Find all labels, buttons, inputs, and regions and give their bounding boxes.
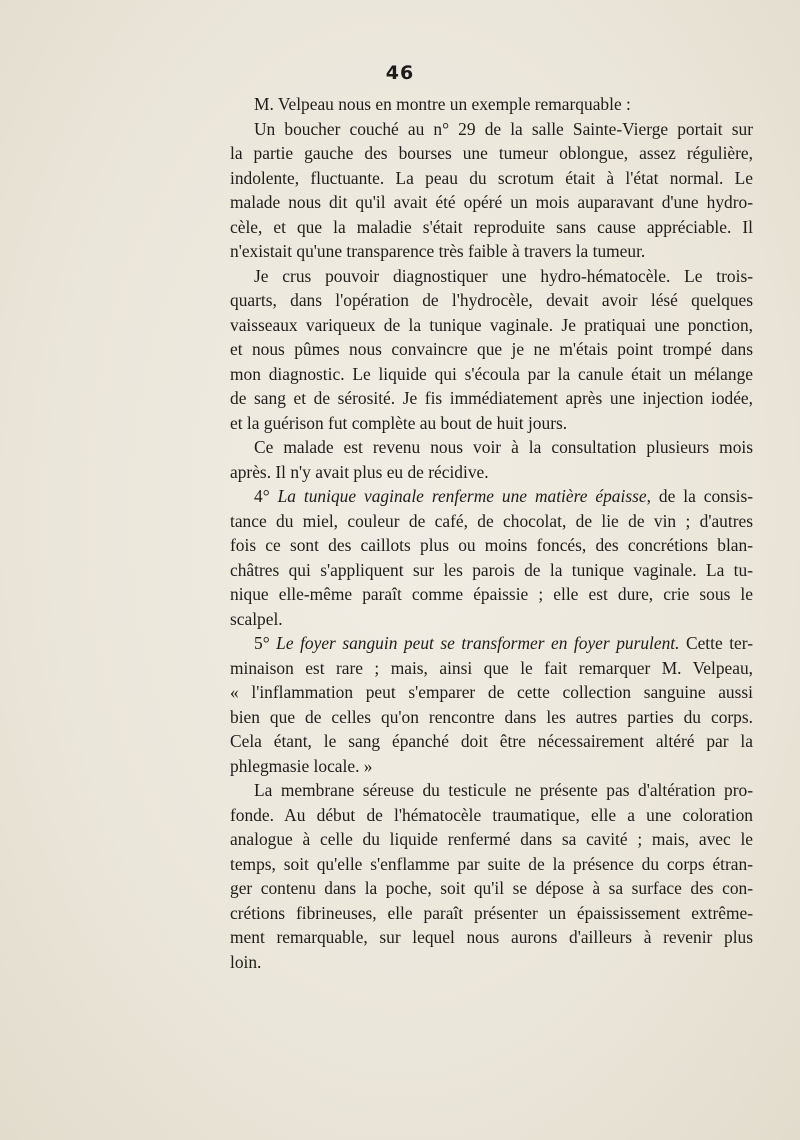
text-line xyxy=(230,901,753,926)
text-line xyxy=(230,950,753,975)
italic-text: Le foyer sanguin peut se transformer en foyer purulent. xyxy=(276,633,680,653)
line-text: crétions fibrineuses, elle paraît présenter un épaississement extrême- xyxy=(230,902,753,923)
text-line xyxy=(230,680,753,705)
line-text: Je crus pouvoir diagnostiquer une hydro-hématocèle. Le trois- xyxy=(254,265,753,286)
text-line xyxy=(230,362,753,387)
text-line xyxy=(230,729,753,754)
text-line xyxy=(230,215,753,240)
line-text: après. Il n'y avait plus eu de récidive. xyxy=(230,461,489,482)
line-text: châtres qui s'appliquent sur les parois de la tunique vaginale. La tu- xyxy=(230,559,753,580)
line-text: fonde. Au début de l'hématocèle traumatique, elle a une coloration xyxy=(230,804,753,825)
line-text: , de la consis- xyxy=(646,486,754,506)
text-line xyxy=(230,827,753,852)
line-text: minaison est rare ; mais, ainsi que le fait remarquer M. Velpeau, xyxy=(230,657,753,678)
text-line xyxy=(230,411,753,436)
line-text: Un boucher couché au n° 29 de la salle Sainte-Vierge portait sur xyxy=(254,118,753,139)
line-text: M. Velpeau nous en montre un exemple remarquable : xyxy=(254,94,631,114)
text-line xyxy=(230,803,753,828)
line-text: mon diagnostic. Le liquide qui s'écoula par la canule était un mélange xyxy=(230,363,753,384)
line-text: « l'inflammation peut s'emparer de cette collection sanguine aussi xyxy=(230,682,753,702)
body-text xyxy=(230,92,753,974)
line-text: ment remarquable, sur lequel nous aurons d'ailleurs à revenir plus xyxy=(230,927,753,947)
line-text: la partie gauche des bourses une tumeur oblongue, assez régulière, xyxy=(230,143,753,163)
line-text: tance du miel, couleur de café, de chocolat, de lie de vin ; d'autres xyxy=(230,510,753,531)
text-line xyxy=(230,876,753,901)
text-line xyxy=(230,925,753,950)
text-line xyxy=(230,509,753,534)
italic-text: La tunique vaginale renferme une matière épaisse xyxy=(277,486,647,506)
line-text: scalpel. xyxy=(230,608,283,629)
line-text: analogue à celle du liquide renfermé dans sa cavité ; mais, avec le xyxy=(230,829,753,849)
line-text: La membrane séreuse du testicule ne présente pas d'altération pro- xyxy=(254,780,753,800)
text-line xyxy=(230,460,753,485)
text-line xyxy=(230,607,753,632)
text-line xyxy=(230,533,753,558)
text-line xyxy=(230,656,753,681)
text-line xyxy=(230,141,753,166)
text-line xyxy=(230,313,753,338)
text-line xyxy=(230,705,753,730)
line-text: nique elle-même paraît comme épaissie ; elle est dure, crie sous le xyxy=(230,584,753,604)
text-line xyxy=(230,166,753,191)
line-text: de sang et de sérosité. Je fis immédiatement après une injection iodée, xyxy=(230,388,753,408)
line-text: malade nous dit qu'il avait été opéré un mois auparavant d'une hydro- xyxy=(230,192,753,212)
line-text: indolente, fluctuante. La peau du scrotum était à l'état normal. Le xyxy=(230,167,753,188)
text-line xyxy=(230,558,753,583)
text-line xyxy=(230,264,753,289)
line-text: n'existait qu'une transparence très faible à travers la tumeur. xyxy=(230,241,646,261)
text-line xyxy=(230,337,753,362)
text-line xyxy=(230,92,753,117)
line-text: Cela étant, le sang épanché doit être nécessairement altéré par la xyxy=(230,731,753,751)
line-text: Cette ter- xyxy=(679,633,753,653)
text-line xyxy=(230,582,753,607)
text-line xyxy=(230,631,753,656)
line-text: fois ce sont des caillots plus ou moins foncés, des concrétions blan- xyxy=(230,535,753,555)
text-line xyxy=(230,117,753,142)
line-text: phlegmasie locale. » xyxy=(230,755,373,776)
text-line xyxy=(230,852,753,877)
line-text: 5° xyxy=(254,633,277,653)
text-line xyxy=(230,435,753,460)
text-line xyxy=(230,288,753,313)
text-line xyxy=(230,190,753,215)
line-text: quarts, dans l'opération de l'hydrocèle, devait avoir lésé quelques xyxy=(230,290,753,310)
text-line xyxy=(230,484,753,509)
line-text: bien que de celles qu'on rencontre dans les autres parties du corps. xyxy=(230,706,753,727)
line-text: ger contenu dans la poche, soit qu'il se dépose à sa surface des con- xyxy=(230,878,753,898)
page-number: 46 xyxy=(385,62,415,84)
line-text: vaisseaux variqueux de la tunique vaginale. Je pratiquai une ponction, xyxy=(230,314,753,335)
text-line xyxy=(230,754,753,779)
line-text: et nous pûmes nous convaincre que je ne m'étais point trompé dans xyxy=(230,339,753,359)
text-line xyxy=(230,386,753,411)
text-line xyxy=(230,239,753,264)
line-text: cèle, et que la maladie s'était reproduite sans cause appréciable. Il xyxy=(230,216,753,237)
line-text: loin. xyxy=(230,951,262,972)
line-text: temps, soit qu'elle s'enflamme par suite de la présence du corps étran- xyxy=(230,853,753,874)
line-text: 4° xyxy=(254,486,278,506)
line-text: et la guérison fut complète au bout de huit jours. xyxy=(230,412,568,433)
text-line xyxy=(230,778,753,803)
line-text: Ce malade est revenu nous voir à la consultation plusieurs mois xyxy=(254,437,753,457)
